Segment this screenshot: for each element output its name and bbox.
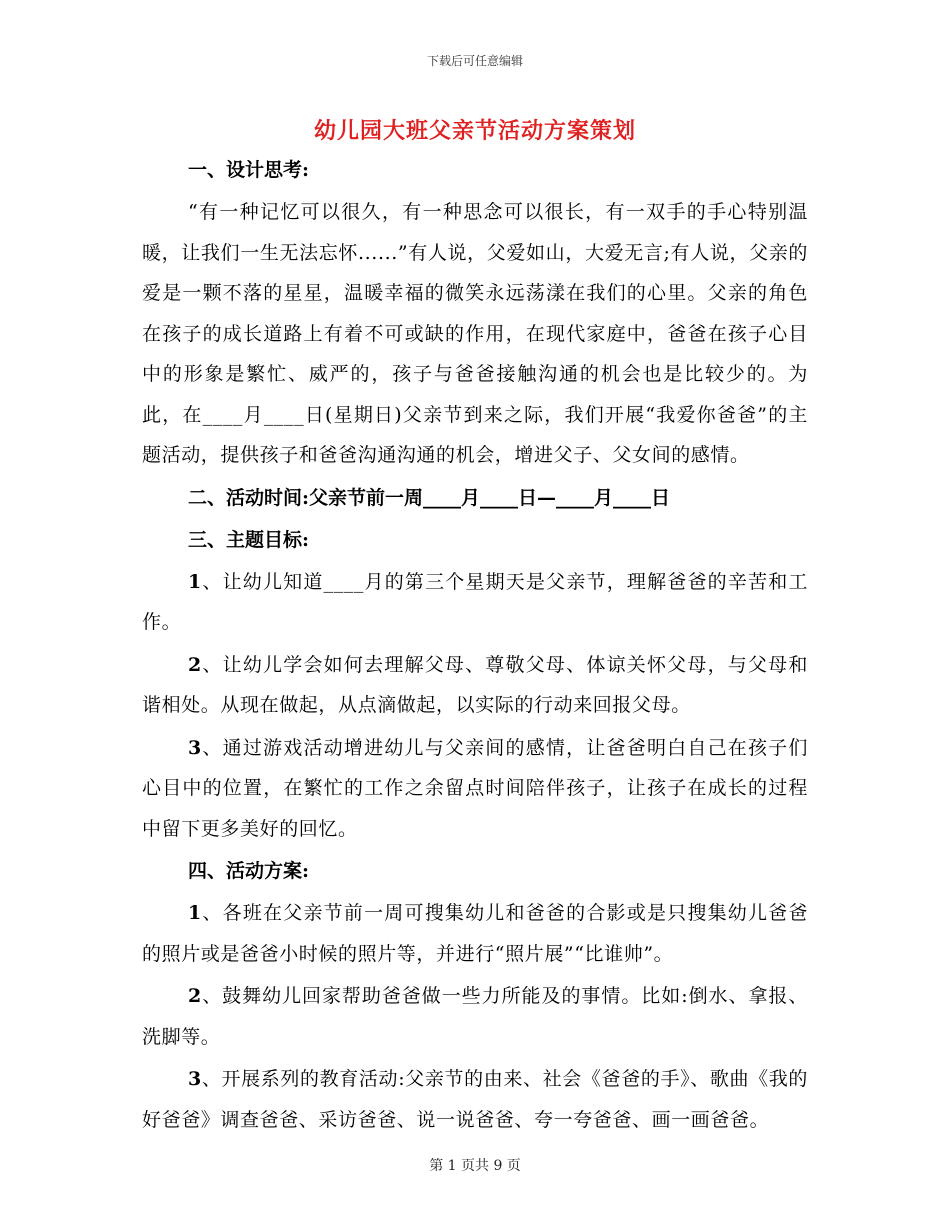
header-note: 下载后可任意编辑 <box>426 54 523 68</box>
section-heading-time: 二、活动时间:父亲节前一周____月____日—____月____日 <box>188 486 671 509</box>
goal-text: 、让幼儿知道____月的第三个星期天是父亲节，理解爸爸的辛苦和工作。 <box>142 570 808 633</box>
plan-text: 、各班在父亲节前一周可搜集幼儿和爸爸的合影或是只搜集幼儿爸爸的照片或是爸爸小时候的照片等，并进行“照片展”“比谁帅”。 <box>142 902 808 965</box>
plan-number: 3 <box>188 1068 202 1090</box>
document-body <box>142 150 808 1142</box>
section-heading-plan: 四、活动方案: <box>188 860 310 882</box>
goal-text: 、通过游戏活动增进幼儿与父亲间的感情，让爸爸明白自己在孩子们心目中的位置，在繁忙的工作之余留点时间陪伴孩子，让孩子在成长的过程中留下更多美好的回忆。 <box>142 736 808 840</box>
goal-item <box>142 728 808 850</box>
section-heading-goals: 三、主题目标: <box>188 528 310 551</box>
goal-number: 2 <box>188 653 202 676</box>
plan-item <box>142 976 808 1057</box>
goal-text: 、让幼儿学会如何去理解父母、尊敬父母、体谅关怀父母，与父母和谐相处。从现在做起，从点滴做起，以实际的行动来回报父母。 <box>142 653 808 716</box>
page-footer: 第 1 页共 9 页 <box>429 1158 521 1174</box>
goal-item <box>142 645 808 726</box>
plan-number: 1 <box>188 902 202 924</box>
plan-item <box>142 1059 808 1140</box>
plan-number: 2 <box>188 985 202 1007</box>
goal-item <box>142 562 808 643</box>
document-title: 幼儿园大班父亲节活动方案策划 <box>313 118 636 144</box>
plan-text: 、开展系列的教育活动:父亲节的由来、社会《爸爸的手》、歌曲《我的好爸爸》调查爸爸、采访爸爸、说一说爸爸、夸一夸爸爸、画一画爸爸。 <box>142 1068 808 1131</box>
paragraph-design: “有一种记忆可以很久，有一种思念可以很长，有一双手的手心特别温暖，让我们一生无法忘怀......”有人说，父爱如山，大爱无言;有人说，父亲的爱是一颗不落的星星，温暖幸福的微笑永远荡漾在我们的心里。父亲的角色在孩子的成长道路上有着不可或缺的作用，在现代家庭中，爸爸在孩子心目中的形象是繁忙、威严的，孩子与爸爸接触沟通的机会也是比较少的。为此，在____月____日(星期日)父亲节到来之际，我们开展“我爱你爸爸”的主题活动，提供孩子和爸爸沟通沟通的机会，增进父子、父女间的感情。 <box>142 201 808 466</box>
goal-number: 3 <box>188 736 202 759</box>
goal-number: 1 <box>188 570 202 593</box>
plan-item <box>142 893 808 974</box>
section-heading-design: 一、设计思考: <box>188 159 310 181</box>
plan-text: 、鼓舞幼儿回家帮助爸爸做一些力所能及的事情。比如:倒水、拿报、洗脚等。 <box>142 985 808 1048</box>
